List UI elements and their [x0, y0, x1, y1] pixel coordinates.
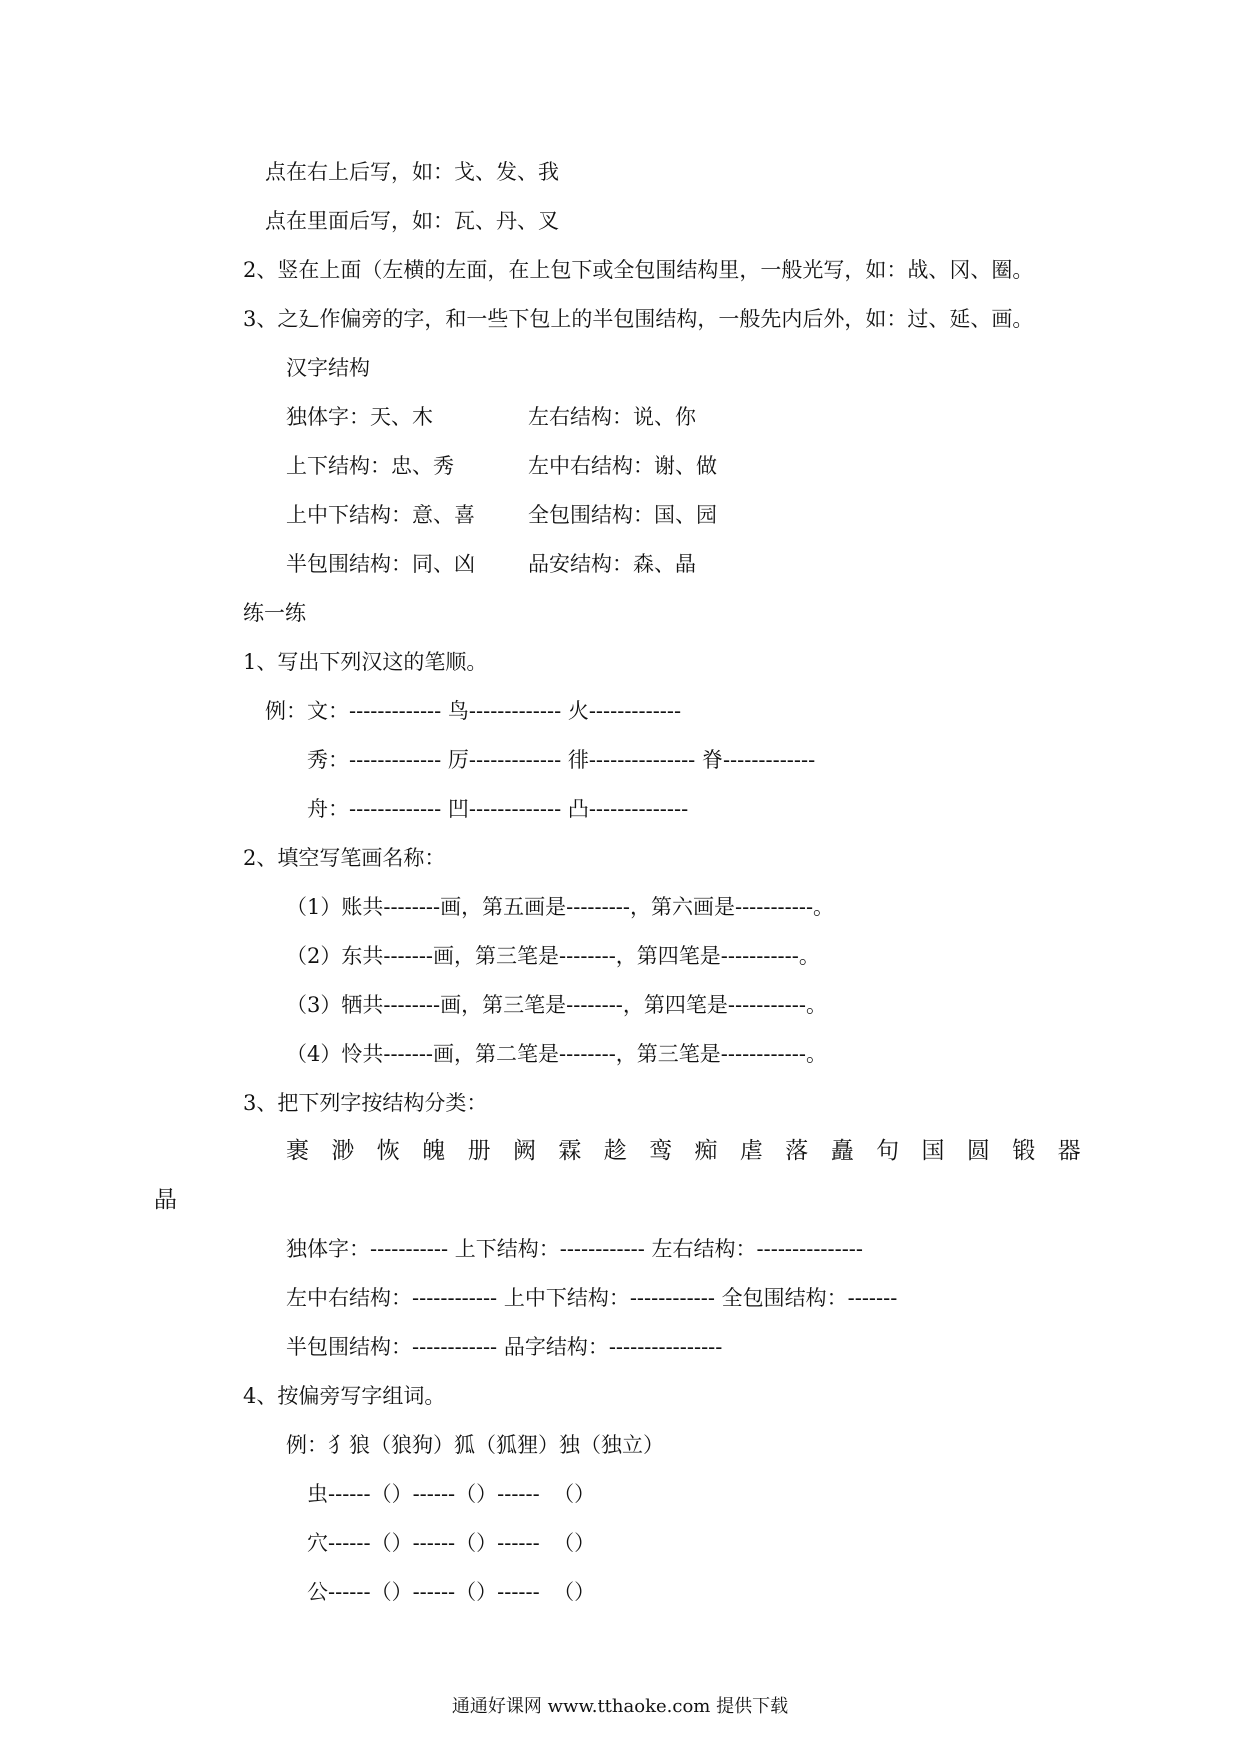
q3-char: 渺 — [331, 1138, 355, 1164]
q2-title: 2、填空写笔画名称： — [243, 846, 446, 870]
q1-line-2: 秀：------------- 厉------------- 徘--------------- 脊------------- — [307, 748, 816, 772]
q3-line-3: 半包围结构：------------ 品字结构：---------------- — [286, 1335, 723, 1359]
q3-char: 裹 — [286, 1138, 309, 1164]
rule-dot-inside: 点在里面后写，如：瓦、丹、叉 — [265, 209, 559, 233]
q1-line-1: 例：文：------------- 鸟------------- 火------------- — [265, 699, 682, 723]
q3-char: 落 — [785, 1138, 809, 1164]
q1-line-3: 舟：------------- 凹------------- 凸-------------- — [307, 797, 689, 821]
structure-right-4: 品安结构：森、晶 — [528, 552, 696, 576]
q3-overflow-char: 晶 — [154, 1187, 177, 1213]
q3-char: 圆 — [966, 1138, 990, 1164]
structure-left-3: 上中下结构：意、喜 — [286, 503, 475, 527]
structure-left-4: 半包围结构：同、凶 — [286, 552, 475, 576]
q4-example: 例：犭狼（狼狗）狐（狐狸）独（独立） — [286, 1433, 664, 1457]
q3-title: 3、把下列字按结构分类： — [243, 1091, 488, 1115]
rule-dot-upper-right: 点在右上后写，如：戈、发、我 — [265, 160, 559, 184]
q3-char: 痴 — [694, 1138, 718, 1164]
q3-char: 魄 — [422, 1138, 446, 1164]
q2-line-1: （1）账共--------画，第五画是---------，第六画是-----------。 — [286, 895, 835, 919]
practice-heading: 练一练 — [243, 601, 306, 625]
q3-char-list — [286, 1136, 1103, 1166]
q3-line-2: 左中右结构：------------ 上中下结构：------------ 全包围结构：------- — [286, 1286, 898, 1310]
q3-char: 句 — [876, 1138, 900, 1164]
q4-line-1: 虫------（）------（）------ （） — [307, 1482, 596, 1506]
q2-line-3: （3）牺共--------画，第三笔是--------，第四笔是-----------。 — [286, 993, 827, 1017]
q1-title: 1、写出下列汉这的笔顺。 — [243, 650, 488, 674]
q3-char: 册 — [467, 1138, 491, 1164]
q3-char: 器 — [1057, 1138, 1081, 1164]
q4-line-3: 公------（）------（）------ （） — [307, 1580, 596, 1604]
q3-char: 虐 — [739, 1138, 763, 1164]
q3-char: 阙 — [512, 1138, 536, 1164]
q3-char: 国 — [921, 1138, 945, 1164]
q4-line-2: 穴------（）------（）------ （） — [307, 1531, 596, 1555]
structure-left-2: 上下结构：忠、秀 — [286, 454, 454, 478]
q3-char: 霖 — [558, 1138, 582, 1164]
rule-vertical-top: 2、竖在上面（左横的左面，在上包下或全包围结构里，一般光写，如：战、冈、圈。 — [243, 258, 1034, 282]
rule-inner-outer: 3、之廴作偏旁的字，和一些下包上的半包围结构，一般先内后外，如：过、延、画。 — [243, 307, 1034, 331]
q2-line-4: （4）怜共-------画，第二笔是--------，第三笔是------------。 — [286, 1042, 827, 1066]
q3-char: 恢 — [376, 1138, 400, 1164]
q3-char: 矗 — [830, 1138, 854, 1164]
structure-right-1: 左右结构：说、你 — [528, 405, 696, 429]
q4-title: 4、按偏旁写字组词。 — [243, 1384, 446, 1408]
page-footer: 通通好课网 www.tthaoke.com 提供下载 — [451, 1696, 789, 1717]
q3-char: 锻 — [1012, 1138, 1036, 1164]
q3-char: 鸾 — [649, 1138, 673, 1164]
q2-line-2: （2）东共-------画，第三笔是--------，第四笔是-----------。 — [286, 944, 820, 968]
q3-char: 趁 — [603, 1138, 627, 1164]
structure-heading: 汉字结构 — [286, 356, 370, 380]
q3-line-1: 独体字：----------- 上下结构：------------ 左右结构：--------------- — [286, 1237, 863, 1261]
structure-left-1: 独体字：天、木 — [286, 405, 433, 429]
structure-right-3: 全包围结构：国、园 — [528, 503, 717, 527]
structure-right-2: 左中右结构：谢、做 — [528, 454, 717, 478]
